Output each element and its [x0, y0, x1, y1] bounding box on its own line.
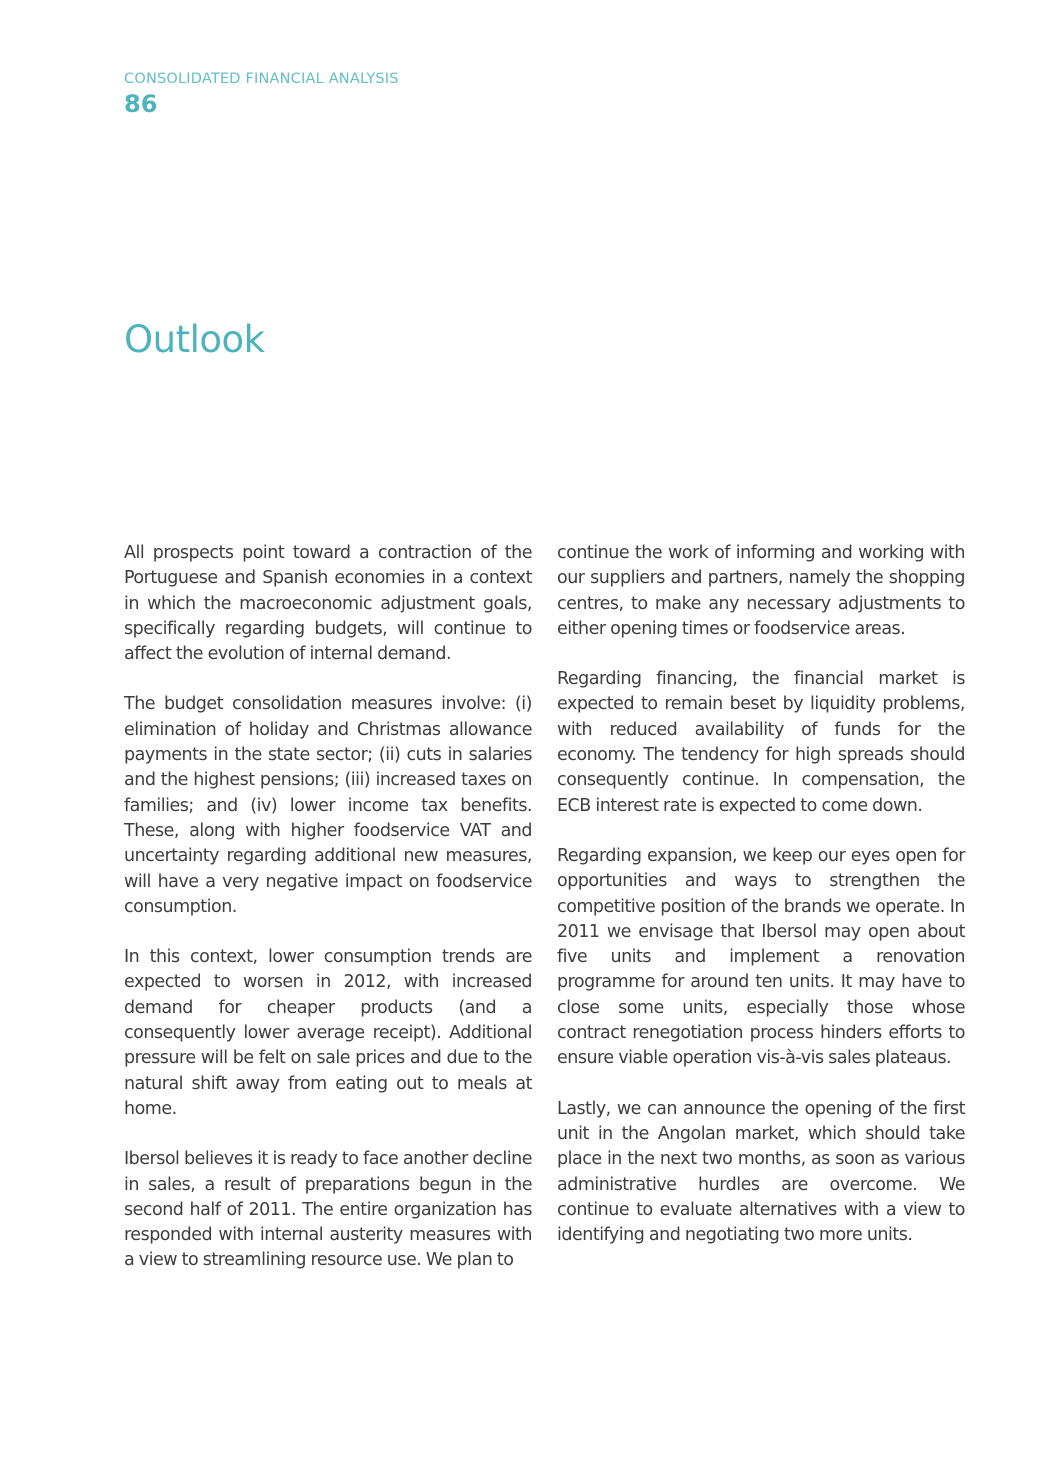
paragraph: In this context, lower consumption trends are expected to worsen in 2012, with increased demand for cheaper products (and a consequently lower average receipt). Additional pressure will be felt on sale prices and due to the natural shift away from eating out to meals at home. — [124, 947, 532, 1119]
page-title: Outlook — [124, 318, 265, 361]
section-label: CONSOLIDATED FINANCIAL ANALYSIS — [124, 71, 399, 87]
paragraph: Lastly, we can announce the opening of the first unit in the Angolan market, which should take place in the next two months, as soon as various administrative hurdles are overcome. We continue to evaluate alternatives with a view to identifying and negotiating two more units. — [557, 1098, 965, 1246]
paragraph: Regarding financing, the financial market is expected to remain beset by liquidity problems, with reduced availability of funds for the economy. The tendency for high spreads should consequently continue. In compensation, the ECB interest rate is expected to come down. — [557, 669, 965, 816]
paragraph: continue the work of informing and working with our suppliers and partners, namely the shopping centres, to make any necessary adjustments to either opening times or foodservice areas. — [557, 543, 965, 639]
paragraph: The budget consolidation measures involve: (i) elimination of holiday and Christmas allowance payments in the state sector; (ii) cuts in salaries and the highest pensions; (iii) increased taxes on families; and (iv) lower income tax benefits. These, along with higher foodservice VAT and uncertainty regarding additional new measures, will have a very negative impact on foodservice consumption. — [124, 694, 532, 917]
paragraph: Regarding expansion, we keep our eyes open for opportunities and ways to strengthen the competitive position of the brands we operate. In 2011 we envisage that Ibersol may open about five units and implement a renovation programme for around ten units. It may have to close some units, especially those whose contract renegotiation process hinders efforts to ensure viable operation vis-à-vis sales plateaus. — [557, 845, 965, 1069]
page-number: 86 — [124, 90, 158, 118]
right-column — [557, 541, 965, 1273]
left-column — [124, 541, 532, 1299]
paragraph: Ibersol believes it is ready to face another decline in sales, a result of preparations begun in the second half of 2011. The entire organization has responded with internal austerity measures with a view to streamlining resource use. We plan to — [124, 1149, 532, 1271]
paragraph: All prospects point toward a contraction of the Portuguese and Spanish economies in a context in which the macroeconomic adjustment goals, specifically regarding budgets, will continue to affect the evolution of internal demand. — [124, 543, 532, 665]
